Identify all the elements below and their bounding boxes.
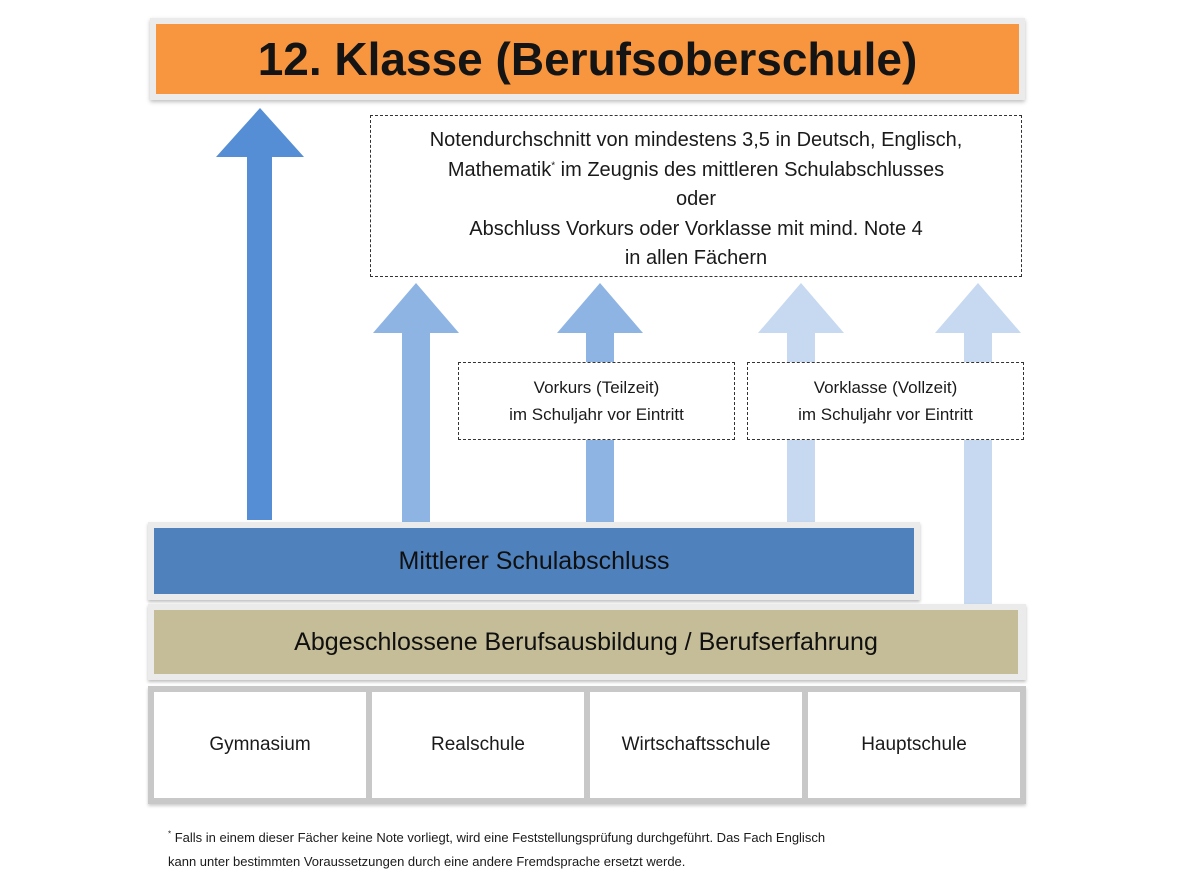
footnote-line-1 — [168, 826, 1068, 850]
requirement-line-1: Notendurchschnitt von mindestens 3,5 in Deutsch, Englisch, — [429, 129, 963, 151]
footnote — [168, 826, 1068, 874]
requirement-line-4: Abschluss Vorkurs oder Vorklasse mit mind. Note 4 — [469, 217, 923, 240]
arrow-msa-to-12-klasse — [216, 108, 304, 520]
requirement-box — [370, 115, 1022, 277]
vorkurs-line-1: Vorkurs (Teilzeit) — [533, 378, 660, 397]
requirement-line-3: oder — [675, 188, 717, 210]
school-wirtschaftsschule: Wirtschaftsschule — [590, 692, 802, 798]
berufsausbildung-bar — [148, 604, 1026, 680]
requirement-line-5: in allen Fächern — [624, 247, 768, 269]
footnote-line-marker: * — [168, 829, 172, 839]
mittlerer-schulabschluss-label: Mittlerer Schulabschluss — [154, 528, 914, 594]
vorkurs-line-2: im Schuljahr vor Eintritt — [509, 405, 684, 424]
footnote-marker: * — [551, 159, 556, 171]
footnote-line-1-text: Falls in einem dieser Fächer keine Note vorliegt, wird eine Feststellungsprüfung durchgeführt. Das Fach Englisch — [171, 830, 826, 845]
requirement-line-2b: im Zeugnis des mittleren Schulabschlusses — [555, 158, 945, 181]
arrow-msa-to-requirement — [373, 283, 459, 522]
vorklasse-line-1: Vorklasse (Vollzeit) — [813, 378, 958, 397]
vorkurs-box — [458, 362, 735, 440]
vorklasse-line-2: im Schuljahr vor Eintritt — [798, 405, 973, 424]
school-types-row — [148, 686, 1026, 804]
requirement-line-2a: Mathematik — [447, 158, 552, 181]
requirement-line-2 — [371, 156, 1021, 186]
school-hauptschule: Hauptschule — [808, 692, 1020, 798]
school-realschule: Realschule — [372, 692, 584, 798]
school-gymnasium: Gymnasium — [154, 692, 366, 798]
page-title: 12. Klasse (Berufsoberschule) — [156, 24, 1019, 94]
berufsausbildung-label: Abgeschlossene Berufsausbildung / Berufserfahrung — [154, 610, 1018, 674]
footnote-line-2: kann unter bestimmten Voraussetzungen durch eine andere Fremdsprache ersetzt werde. — [168, 854, 686, 869]
vorklasse-box — [747, 362, 1024, 440]
title-bar — [150, 18, 1025, 100]
arrow-berufsausbildung-to-requirement — [935, 283, 1021, 604]
mittlerer-schulabschluss-bar — [148, 522, 920, 600]
